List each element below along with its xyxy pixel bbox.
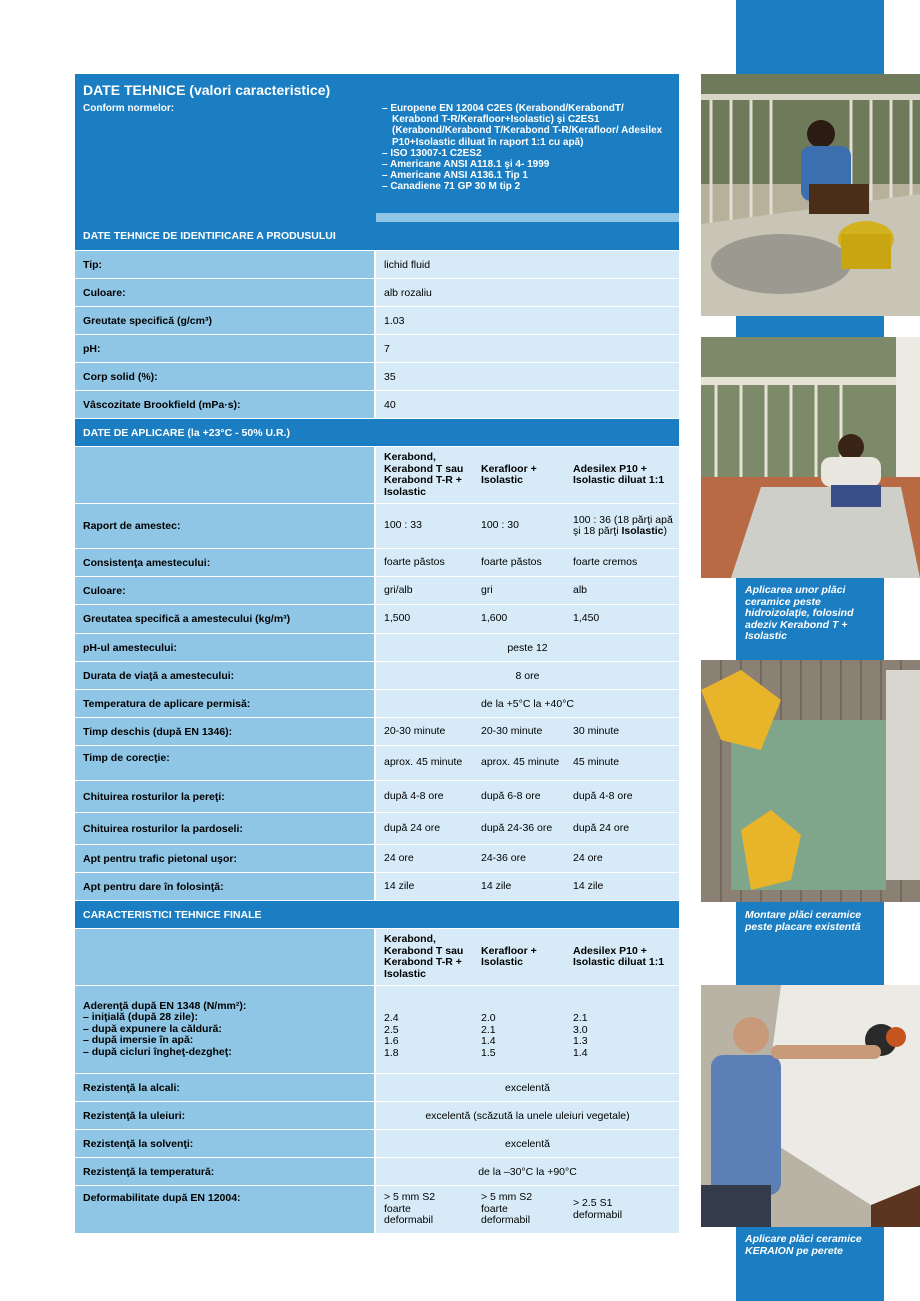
- table-row: [75, 577, 679, 605]
- table-row: [75, 813, 679, 845]
- table-row: [75, 1102, 679, 1130]
- cell: alb: [573, 583, 588, 596]
- cell: 100 : 33: [384, 519, 422, 532]
- table-row: [75, 781, 679, 813]
- cell: foarte cremos: [573, 555, 638, 568]
- cell: [565, 504, 679, 548]
- aderenta-title: Aderenţă după EN 1348 (N/mm²):: [83, 999, 247, 1012]
- cell: > 2.5 S1 deformabil: [573, 1197, 623, 1221]
- cell-value: 1.4: [573, 1046, 588, 1059]
- norm-item: – Europene EN 12004 C2ES (Kerabond/KerabondT/ Kerabond T-R/Kerafloor+Isolastic) şi C2ES1 (Kerabond/Kerabond T/Kerabond T-R/Kerafloor/ Adesilex P10+Isolastic diluat în raport 1:1 cu apă): [382, 103, 663, 148]
- aderenta-sub: – după cicluri îngheţ-dezgheţ:: [83, 1045, 232, 1058]
- row-label: pH:: [75, 335, 376, 362]
- photo-keraion-wall: [701, 985, 920, 1227]
- empty-label: [75, 929, 376, 985]
- cell: după 24-36 ore: [481, 821, 553, 834]
- cell-value: 2.4: [384, 1012, 399, 1024]
- aderenta-sub: – după expunere la căldură:: [83, 1022, 222, 1035]
- row-value: excelentă: [505, 1137, 550, 1150]
- table-row: [75, 1158, 679, 1186]
- row-label: Timp de corecţie:: [75, 746, 376, 780]
- cell: [376, 999, 473, 1073]
- cell-value: 1.5: [481, 1046, 496, 1059]
- cell: după 24 ore: [384, 821, 441, 834]
- row-value: excelentă (scăzută la unele uleiuri vegetale): [425, 1109, 630, 1122]
- cell-value: 3.0: [573, 1023, 588, 1036]
- col-header-kerafloor: Kerafloor + Isolastic: [481, 944, 537, 968]
- cell: 1,500: [384, 612, 411, 625]
- table-row: [75, 845, 679, 873]
- cell: [565, 999, 679, 1073]
- table-row: [75, 634, 679, 662]
- row-label: Durata de viaţă a amestecului:: [75, 662, 376, 689]
- norm-item: – Americane ANSI A136.1 Tip 1: [382, 170, 528, 182]
- row-value: excelentă: [505, 1081, 550, 1094]
- row-label: Rezistenţă la temperatură:: [75, 1158, 376, 1185]
- cell-value: 1.8: [384, 1046, 399, 1059]
- col-header-kerabond: Kerabond, Kerabond T sau Kerabond T-R + Isolastic: [384, 933, 464, 980]
- row-label: [75, 986, 376, 1073]
- row-value: alb rozaliu: [384, 286, 432, 299]
- caption-3: Aplicare plăci ceramice KERAION pe perete: [745, 1233, 862, 1257]
- cell: 24-36 ore: [481, 851, 526, 864]
- table-row-aderenta: [75, 986, 679, 1074]
- row-value: lichid fluid: [384, 258, 431, 271]
- cell: 24 ore: [384, 851, 414, 864]
- row-label: Chituirea rosturilor la pardoseli:: [75, 813, 376, 844]
- cell: 20-30 minute: [384, 724, 446, 737]
- table-row: [75, 335, 679, 363]
- col-header-adesilex: Adesilex P10 + Isolastic diluat 1:1: [573, 944, 665, 968]
- row-label: Consistenţa amestecului:: [75, 549, 376, 576]
- row-label: Rezistenţă la alcali:: [75, 1074, 376, 1101]
- row-label: Rezistenţă la uleiuri:: [75, 1102, 376, 1129]
- row-value: 8 ore: [515, 669, 540, 682]
- col-header-kerafloor: Kerafloor + Isolastic: [481, 462, 537, 486]
- norm-item: – Americane ANSI A118.1 şi 4- 1999: [382, 159, 550, 171]
- table-row: [75, 251, 679, 279]
- col-header-adesilex: Adesilex P10 + Isolastic diluat 1:1: [573, 462, 665, 486]
- cell: 30 minute: [573, 724, 620, 737]
- row-label: Corp solid (%):: [75, 363, 376, 390]
- raport-c3-close: ): [663, 525, 667, 537]
- norm-item: – ISO 13007-1 C2ES2: [382, 147, 482, 159]
- row-label: Rezistenţă la solvenţi:: [75, 1130, 376, 1157]
- row-label: Raport de amestec:: [75, 504, 376, 548]
- cell: aprox. 45 minute: [481, 756, 560, 769]
- cell: după 4-8 ore: [573, 789, 633, 802]
- cell-value: 2.1: [481, 1023, 496, 1036]
- cell-value: 2.1: [573, 1012, 588, 1024]
- cell: 14 zile: [384, 879, 415, 892]
- table-row: [75, 746, 679, 781]
- cell-value: 1.3: [573, 1035, 588, 1047]
- cell-value: 2.0: [481, 1012, 496, 1024]
- row-value: 7: [384, 342, 390, 355]
- row-label: Vâscozitate Brookfield (mPa·s):: [75, 391, 376, 418]
- row-label: Apt pentru dare în folosinţă:: [75, 873, 376, 900]
- row-label: Timp deschis (după EN 1346):: [75, 718, 376, 745]
- row-label: Apt pentru trafic pietonal uşor:: [75, 845, 376, 872]
- photo-terrace-worker: [701, 74, 920, 316]
- section-final: CARACTERISTICI TEHNICE FINALE: [75, 901, 679, 929]
- row-label: Tip:: [75, 251, 376, 278]
- empty-label: [75, 447, 376, 503]
- cell-value: 1.6: [384, 1035, 399, 1047]
- row-value: de la +5°C la +40°C: [480, 697, 575, 710]
- row-label: Greutate specifică (g/cm³): [75, 307, 376, 334]
- header-block: [75, 74, 679, 213]
- table-row: [75, 662, 679, 690]
- section-identification: DATE TEHNICE DE IDENTIFICARE A PRODUSULUI: [75, 222, 679, 251]
- cell: 14 zile: [481, 879, 512, 892]
- row-label: Temperatura de aplicare permisă:: [75, 690, 376, 717]
- row-label: Deformabilitate după EN 12004:: [75, 1186, 376, 1233]
- cell: 1,600: [481, 612, 508, 625]
- cell: foarte păstos: [384, 555, 445, 568]
- row-label: pH-ul amestecului:: [75, 634, 376, 661]
- table-row: [75, 1074, 679, 1102]
- cell: după 6-8 ore: [481, 789, 541, 802]
- row-value: 40: [384, 398, 396, 411]
- cell: foarte păstos: [481, 555, 542, 568]
- column-header-row: [75, 929, 679, 986]
- technical-data-table: [75, 74, 679, 1234]
- raport-c3-bold: Isolastic: [621, 525, 664, 537]
- cell: 14 zile: [573, 879, 604, 892]
- page-title: DATE TEHNICE (valori caracteristice): [83, 82, 331, 98]
- cell-value: 2.5: [384, 1023, 399, 1036]
- cell: aprox. 45 minute: [384, 756, 463, 769]
- photo-gloves-tile: [701, 660, 920, 902]
- row-value: peste 12: [507, 641, 548, 654]
- table-row: [75, 718, 679, 746]
- column-header-row: [75, 447, 679, 504]
- header-strip: [75, 213, 679, 222]
- conform-label: Conform normelor:: [83, 103, 175, 114]
- row-value: 35: [384, 370, 396, 383]
- cell: după 4-8 ore: [384, 789, 444, 802]
- row-value: 1.03: [384, 314, 405, 327]
- table-row: [75, 279, 679, 307]
- row-label: Greutatea specifică a amestecului (kg/m³): [75, 605, 376, 633]
- cell: 24 ore: [573, 851, 603, 864]
- cell: 45 minute: [573, 756, 620, 769]
- norms-list: [382, 103, 672, 193]
- row-label: Culoare:: [75, 577, 376, 604]
- cell: [473, 999, 565, 1073]
- cell: > 5 mm S2 foarte deformabil: [481, 1191, 533, 1227]
- table-row: [75, 363, 679, 391]
- table-row: [75, 873, 679, 901]
- aderenta-sub: – iniţială (după 28 zile):: [83, 1011, 198, 1024]
- cell-value: 1.4: [481, 1035, 496, 1047]
- table-row: [75, 1186, 679, 1234]
- table-row: [75, 549, 679, 577]
- row-label: Chituirea rosturilor la pereţi:: [75, 781, 376, 812]
- table-row: [75, 391, 679, 419]
- table-row: [75, 307, 679, 335]
- section-application: DATE DE APLICARE (la +23°C - 50% U.R.): [75, 419, 679, 447]
- aderenta-sub: – după imersie în apă:: [83, 1034, 194, 1047]
- cell: gri: [481, 583, 493, 596]
- table-row: [75, 1130, 679, 1158]
- table-row: [75, 690, 679, 718]
- cell: după 24 ore: [573, 821, 630, 834]
- table-row: [75, 605, 679, 634]
- col-header-kerabond: Kerabond, Kerabond T sau Kerabond T-R + Isolastic: [384, 451, 464, 498]
- cell: > 5 mm S2 foarte deformabil: [384, 1191, 436, 1227]
- caption-1: Aplicarea unor plăci ceramice peste hidroizolaţie, folosind adeziv Kerabond T + Isolastic: [745, 584, 854, 642]
- row-label: Culoare:: [75, 279, 376, 306]
- raport-c3-text: 100 : 36 (18 părţi apă şi 18 părţi: [573, 513, 673, 537]
- cell: 100 : 30: [481, 519, 519, 532]
- cell: 1,450: [573, 612, 600, 625]
- table-row: [75, 504, 679, 549]
- cell: gri/alb: [384, 583, 413, 596]
- norm-item: – Canadiene 71 GP 30 M tip 2: [382, 181, 521, 193]
- photo-balcony-tiling: [701, 337, 920, 578]
- row-value: de la –30°C la +90°C: [478, 1165, 577, 1178]
- caption-2: Montare plăci ceramice peste placare existentă: [745, 909, 862, 933]
- cell: 20-30 minute: [481, 724, 543, 737]
